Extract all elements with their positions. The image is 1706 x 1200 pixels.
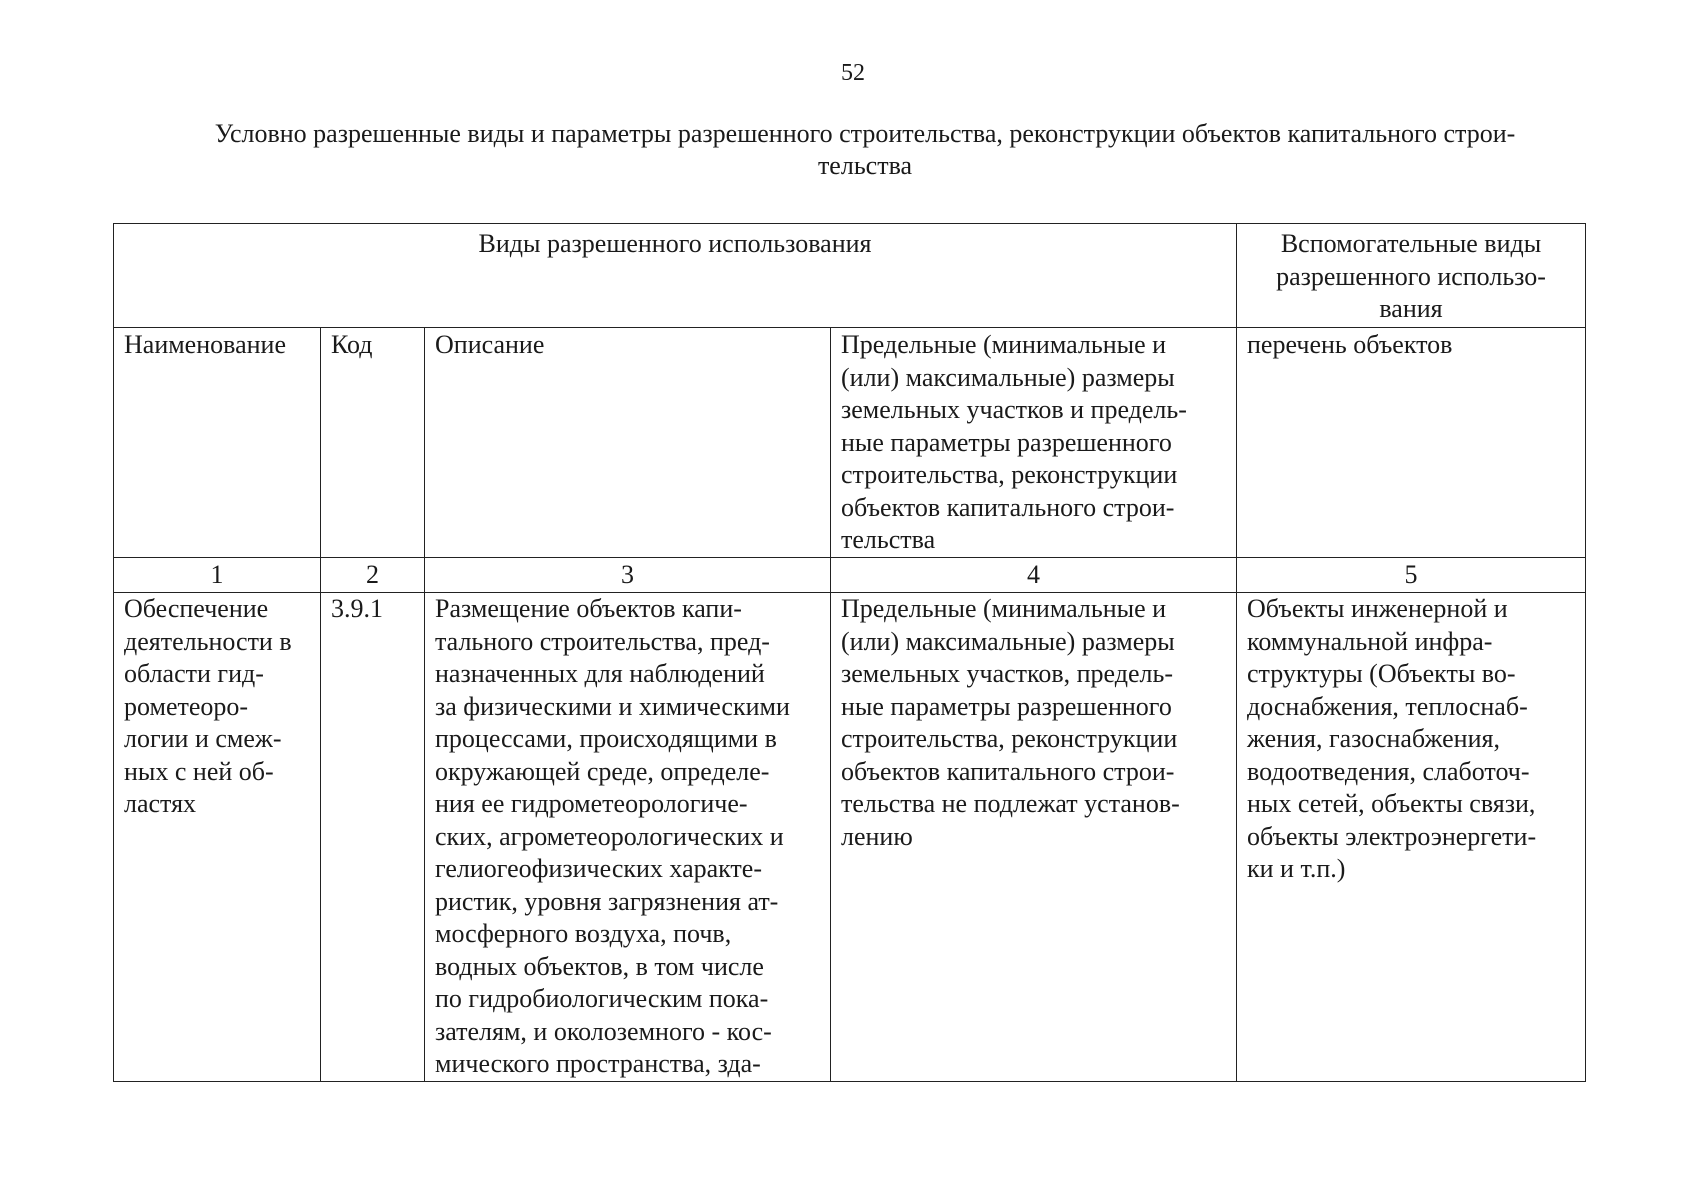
column-number: 3 xyxy=(425,558,831,593)
cell-line: по гидробиологическим пока- xyxy=(435,984,769,1013)
cell-line: ных с ней об- xyxy=(124,756,274,786)
cell-line: ристик, уровня загрязнения ат- xyxy=(435,886,779,916)
cell-line: доснабжения, теплоснаб- xyxy=(1247,691,1528,721)
header-permitted-uses-label: Виды разрешенного использования xyxy=(478,229,872,258)
column-number-row xyxy=(114,558,1586,593)
cell-line: деятельности в xyxy=(124,626,292,656)
page-number: 52 xyxy=(841,60,865,86)
table xyxy=(113,223,1586,1082)
cell-name xyxy=(114,593,321,1082)
header-auxiliary-uses xyxy=(1237,224,1586,328)
header-description-label: Описание xyxy=(435,330,545,359)
cell-objects xyxy=(1237,593,1586,1082)
header-limits xyxy=(831,328,1237,558)
permitted-use-table xyxy=(113,223,1585,1082)
header-limits-line: тельства xyxy=(841,525,936,554)
header-name xyxy=(114,328,321,558)
cell-line: объекты электроэнергети- xyxy=(1247,821,1537,851)
cell-line: тального строительства, пред- xyxy=(435,626,770,656)
column-number: 5 xyxy=(1237,558,1586,593)
cell-description xyxy=(425,593,831,1082)
cell-line: мосферного воздуха, почв, xyxy=(435,919,732,948)
cell-line: коммунальной инфра- xyxy=(1247,626,1493,656)
cell-line: процессами, происходящими в xyxy=(435,724,777,753)
header-code-label: Код xyxy=(331,330,373,359)
cell-line: земельных участков, предель- xyxy=(841,659,1173,688)
header-objects-label: перечень объектов xyxy=(1247,330,1453,359)
cell-line: окружающей среде, определе- xyxy=(435,756,770,786)
cell-line: Обеспечение xyxy=(124,594,269,623)
cell-line: структуры (Объекты во- xyxy=(1247,659,1516,688)
cell-line: зателям, и околоземного - кос- xyxy=(435,1016,772,1046)
cell-line: жения, газоснабжения, xyxy=(1247,724,1500,753)
cell-line: объектов капитального строи- xyxy=(841,756,1175,786)
cell-line: за физическими и химическими xyxy=(435,691,790,721)
header-limits-line: (или) максимальные) размеры xyxy=(841,362,1175,392)
table-row xyxy=(114,593,1586,1082)
cell-line: строительства, реконструкции xyxy=(841,724,1178,753)
header-auxiliary-line: Вспомогательные виды xyxy=(1280,229,1542,258)
header-limits-line: ные параметры разрешенного xyxy=(841,427,1172,457)
header-description xyxy=(425,328,831,558)
cell-line: области гид- xyxy=(124,659,264,688)
cell-line: Объекты инженерной и xyxy=(1247,594,1508,623)
header-name-label: Наименование xyxy=(124,330,286,359)
cell-line: ских, агрометеорологических и xyxy=(435,821,784,851)
header-main-row xyxy=(114,224,1586,328)
cell-line: водоотведения, слаботоч- xyxy=(1247,756,1530,786)
header-permitted-uses xyxy=(114,224,1237,328)
cell-line: мического пространства, зда- xyxy=(435,1049,761,1078)
cell-line: назначенных для наблюдений xyxy=(435,659,765,688)
header-code xyxy=(321,328,425,558)
header-limits-line: Предельные (минимальные и xyxy=(841,330,1167,359)
title-line: тельства xyxy=(817,151,913,180)
cell-line: ки и т.п.) xyxy=(1247,854,1346,883)
cell-line: лению xyxy=(841,821,913,851)
cell-line: тельства не подлежат установ- xyxy=(841,789,1180,818)
cell-line: водных объектов, в том числе xyxy=(435,951,764,981)
header-limits-line: объектов капитального строи- xyxy=(841,492,1175,522)
header-limits-line: строительства, реконструкции xyxy=(841,460,1178,489)
cell-line: гелиогеофизических характе- xyxy=(435,854,762,883)
cell-code-value: 3.9.1 xyxy=(331,594,383,623)
column-number: 2 xyxy=(321,558,425,593)
cell-line: ных сетей, объекты связи, xyxy=(1247,789,1536,818)
cell-line: ния ее гидрометеорологиче- xyxy=(435,789,748,818)
column-number: 4 xyxy=(831,558,1237,593)
header-objects xyxy=(1237,328,1586,558)
header-auxiliary-line: вания xyxy=(1379,294,1443,323)
document-title xyxy=(150,118,1580,182)
cell-limits xyxy=(831,593,1237,1082)
cell-line: Предельные (минимальные и xyxy=(841,594,1167,623)
header-auxiliary-line: разрешенного использо- xyxy=(1276,261,1546,291)
title-line: Условно разрешенные виды и параметры разрешенного строительства, реконструкции объектов капитального строи- xyxy=(214,119,1516,148)
cell-code xyxy=(321,593,425,1082)
header-limits-line: земельных участков и предель- xyxy=(841,395,1187,424)
column-number: 1 xyxy=(114,558,321,593)
cell-line: рометеоро- xyxy=(124,691,249,721)
cell-line: (или) максимальные) размеры xyxy=(841,626,1175,656)
cell-line: ные параметры разрешенного xyxy=(841,691,1172,721)
header-sub-row xyxy=(114,328,1586,558)
cell-line: логии и смеж- xyxy=(124,724,282,753)
cell-line: Размещение объектов капи- xyxy=(435,594,742,623)
cell-line: ластях xyxy=(124,789,197,818)
